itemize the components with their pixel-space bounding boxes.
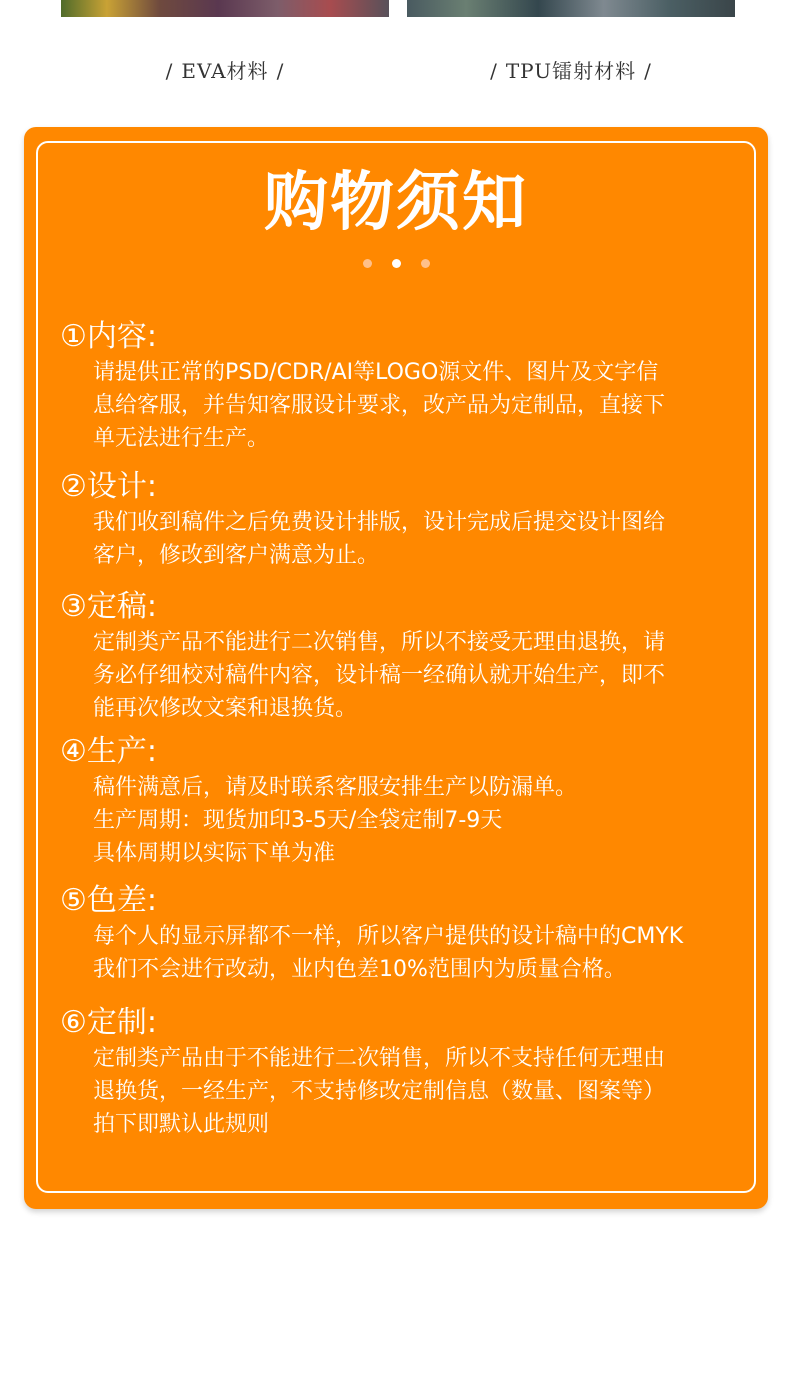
section-content bbox=[60, 318, 760, 455]
section-text-line: 我们收到稿件之后免费设计排版，设计完成后提交设计图给 bbox=[93, 510, 666, 535]
section-design bbox=[60, 468, 760, 572]
section-text-line: 单无法进行生产。 bbox=[93, 426, 270, 451]
page-indicator-dots bbox=[24, 259, 768, 269]
section-text-line: 定制类产品由于不能进行二次销售，所以不支持任何无理由 bbox=[93, 1046, 666, 1071]
caption-slash: / bbox=[644, 59, 652, 83]
notice-title: 购物须知 bbox=[264, 165, 528, 240]
tpu-laser-material-photo bbox=[407, 0, 735, 17]
indicator-dot bbox=[363, 259, 372, 268]
section-heading: ⑤色差: bbox=[60, 883, 158, 918]
caption-slash: / bbox=[276, 59, 285, 83]
tpu-caption-label: TPU镭射材料 bbox=[505, 59, 637, 83]
shopping-notice-card bbox=[24, 127, 768, 1209]
section-heading: ③定稿: bbox=[60, 589, 158, 624]
section-production bbox=[60, 733, 760, 870]
section-text-line: 每个人的显示屏都不一样，所以客户提供的设计稿中的CMYK bbox=[93, 924, 684, 949]
caption-slash: / bbox=[490, 59, 498, 83]
eva-material-caption bbox=[61, 56, 389, 86]
section-text-line: 客户，修改到客户满意为止。 bbox=[93, 543, 380, 568]
section-text-line: 生产周期：现货加印3-5天/全袋定制7-9天 bbox=[93, 808, 503, 833]
section-text-line: 稿件满意后，请及时联系客服安排生产以防漏单。 bbox=[93, 775, 578, 800]
eva-material-photo bbox=[61, 0, 389, 17]
section-text-line: 务必仔细校对稿件内容，设计稿一经确认就开始生产，即不 bbox=[93, 663, 666, 688]
section-final-draft bbox=[60, 588, 760, 725]
section-text-line: 我们不会进行改动，业内色差10%范围内为质量合格。 bbox=[93, 957, 626, 982]
tpu-material-caption bbox=[407, 56, 735, 86]
section-customization bbox=[60, 1004, 760, 1141]
section-text-line: 定制类产品不能进行二次销售，所以不接受无理由退换，请 bbox=[93, 630, 666, 655]
section-heading: ①内容: bbox=[60, 319, 158, 354]
section-text-line: 息给客服，并告知客服设计要求，改产品为定制品，直接下 bbox=[93, 393, 666, 418]
section-heading: ⑥定制: bbox=[60, 1005, 158, 1040]
section-text-line: 请提供正常的PSD/CDR/AI等LOGO源文件、图片及文字信 bbox=[93, 360, 659, 385]
section-color-difference bbox=[60, 882, 760, 986]
eva-caption-label: EVA材料 bbox=[181, 59, 269, 83]
section-text-line: 能再次修改文案和退换货。 bbox=[93, 696, 358, 721]
caption-slash: / bbox=[165, 59, 174, 83]
section-text-line: 具体周期以实际下单为准 bbox=[93, 841, 336, 866]
indicator-dot-active bbox=[392, 259, 401, 268]
section-heading: ②设计: bbox=[60, 469, 158, 504]
section-text-line: 拍下即默认此规则 bbox=[93, 1112, 270, 1137]
section-text-line: 退换货，一经生产，不支持修改定制信息（数量、图案等） bbox=[93, 1079, 666, 1104]
section-heading: ④生产: bbox=[60, 734, 158, 769]
indicator-dot bbox=[421, 259, 430, 268]
